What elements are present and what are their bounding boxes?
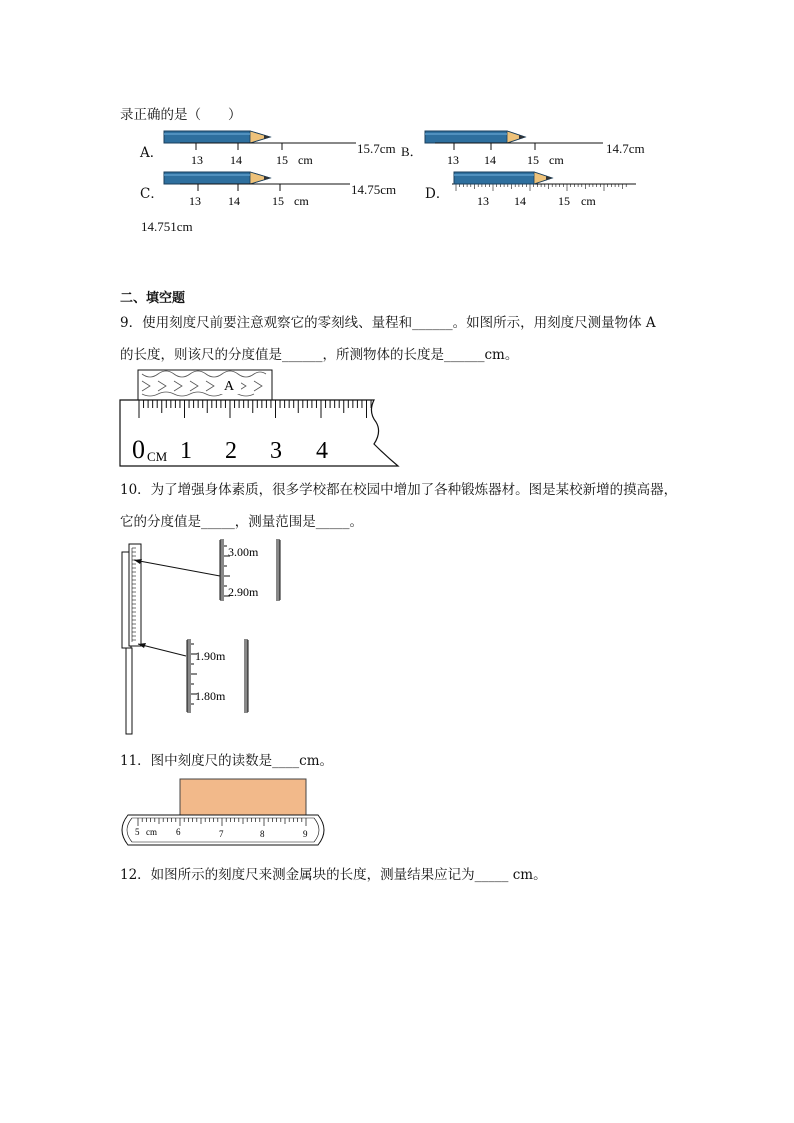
option-d-letter: D． — [425, 186, 450, 202]
option-c-value: 14.75cm — [351, 182, 397, 197]
ruler-zero-label: 0 — [132, 435, 145, 464]
option-c-tick-14: 14 — [228, 194, 240, 208]
option-a-tick-unit: cm — [298, 153, 313, 167]
option-c-tick-15: 15 — [272, 194, 284, 208]
ruler-label-cm: cm — [146, 827, 157, 837]
upper-label-3m: 3.00m — [228, 545, 259, 559]
option-b-tick-13: 13 — [447, 153, 459, 167]
option-a-tick-13: 13 — [191, 153, 203, 167]
option-b-value: 14.7cm — [606, 141, 645, 156]
ruler-label-7: 7 — [219, 829, 224, 839]
option-a-tick-14: 14 — [230, 153, 242, 167]
option-c-letter: C． — [140, 186, 164, 202]
option-d-tick-unit: cm — [581, 194, 596, 208]
option-a-tick-15: 15 — [276, 153, 288, 167]
option-c-tick-13: 13 — [189, 194, 201, 208]
section-heading: 二、填空题 — [120, 291, 186, 306]
ruler-unit-label: CM — [147, 449, 168, 464]
option-b-tick-14: 14 — [484, 153, 496, 167]
option-d-figure — [450, 168, 640, 210]
q8-stem: 录正确的是（ ） — [120, 107, 242, 123]
ruler-label-9: 9 — [303, 829, 308, 839]
ruler-number-1: 1 — [180, 438, 192, 464]
lower-label-1-9m: 1.90m — [195, 649, 226, 663]
ruler-number-4: 4 — [316, 438, 328, 464]
ruler-number-3: 3 — [270, 438, 282, 464]
q11-question: 11．图中刻度尺的读数是____cm。 — [120, 753, 334, 769]
option-d-tick-13: 13 — [477, 194, 489, 208]
q11-ruler-figure — [118, 777, 333, 849]
ruler-label-8: 8 — [260, 829, 265, 839]
option-b-tick-15: 15 — [527, 153, 539, 167]
option-d-tick-15: 15 — [558, 194, 570, 208]
option-c-figure — [160, 168, 360, 210]
ruler-label-6: 6 — [176, 827, 181, 837]
option-d-value: 14.751cm — [141, 219, 193, 234]
option-a-value: 15.7cm — [357, 141, 396, 156]
q10-height-meter-figure — [118, 538, 298, 738]
option-d-tick-14: 14 — [514, 194, 526, 208]
ruler-number-2: 2 — [225, 438, 237, 464]
metal-block — [180, 779, 306, 815]
object-a-label: A — [224, 379, 235, 394]
q9-line1: 9．使用刻度尺前要注意观察它的零刻线、量程和______。如图所示，用刻度尺测量物体 A — [120, 315, 656, 331]
q10-line2: 它的分度值是_____，测量范围是_____。 — [120, 514, 363, 530]
option-b-letter: B． — [401, 144, 423, 159]
upper-label-2-9m: 2.90m — [228, 585, 259, 599]
q9-line2: 的长度，则该尺的分度值是______，所测物体的长度是______cm。 — [120, 347, 519, 363]
q12-question: 12．如图所示的刻度尺来测金属块的长度，测量结果应记为_____ cm。 — [120, 867, 547, 883]
q10-line1: 10．为了增强身体素质，很多学校都在校园中增加了各种锻炼器材。图是某校新增的摸高器， — [120, 482, 678, 498]
option-a-letter: A． — [140, 145, 164, 161]
ruler-label-5: 5 — [135, 827, 140, 837]
option-b-figure — [421, 127, 611, 169]
option-c-tick-unit: cm — [294, 194, 309, 208]
option-b-tick-unit: cm — [549, 153, 564, 167]
lower-label-1-8m: 1.80m — [195, 689, 226, 703]
q9-ruler-figure — [118, 368, 408, 470]
